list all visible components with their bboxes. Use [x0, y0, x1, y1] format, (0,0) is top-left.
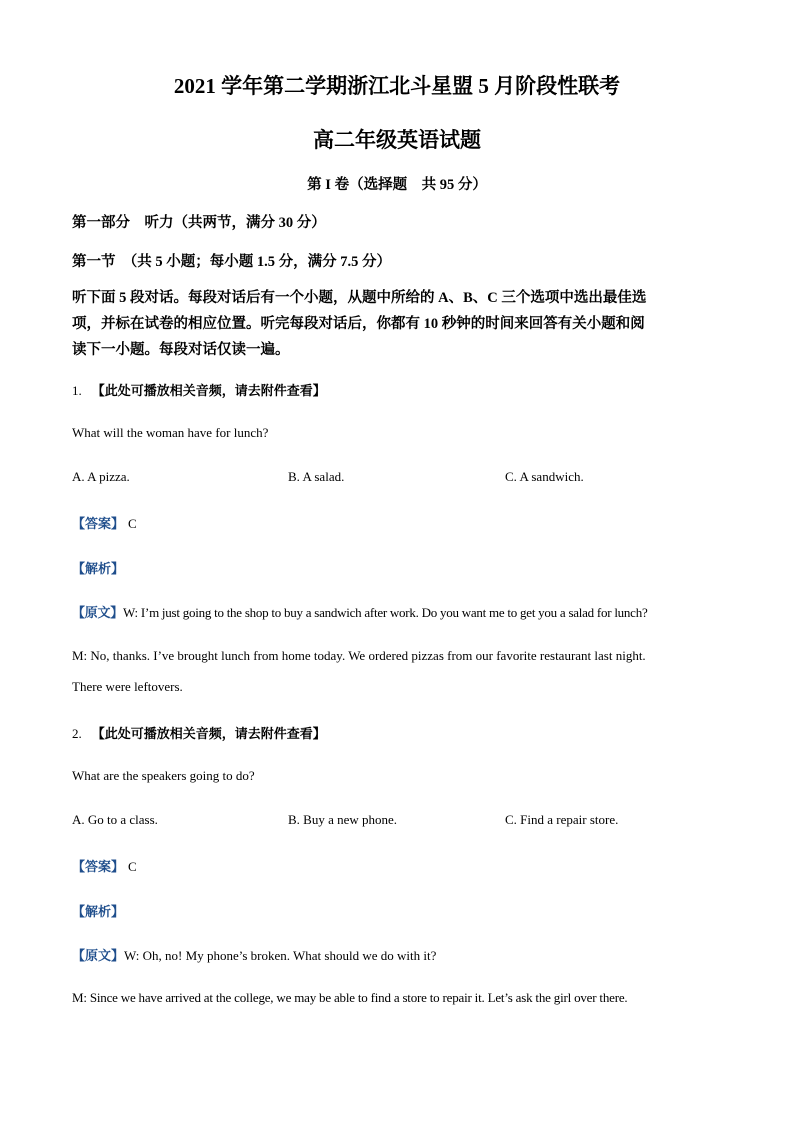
answer-tag: 【答案】 [72, 516, 125, 531]
answer-2 [72, 856, 137, 875]
original-tag: 【原文】 [72, 605, 124, 620]
instruction-line: 项，并标在试卷的相应位置。听完每段对话后，你都有 10 秒钟的时间来回答有关小题和阅 [72, 316, 645, 332]
analysis-tag: 【解析】 [72, 904, 125, 919]
question-1-audio[interactable] [72, 380, 326, 399]
instruction-line: 听下面 5 段对话。每段对话后有一个小题，从题中所给的 A、B、C 三个选项中选出最佳选 [72, 290, 647, 306]
audio-link[interactable]: 【此处可播放相关音频，请去附件查看】 [91, 383, 326, 398]
option-a: A. Go to a class. [72, 812, 158, 827]
sub-section-heading: 第一节 （共 5 小题；每小题 1.5 分，满分 7.5 分） [72, 254, 391, 270]
instruction-line: 读下一小题。每段对话仅读一遍。 [72, 342, 290, 358]
question-2-audio[interactable] [72, 723, 326, 742]
original-1-line-1 [72, 602, 647, 621]
option-c: C. Find a repair store. [505, 812, 619, 827]
option-b: B. Buy a new phone. [288, 812, 398, 827]
original-text: W: I’m just going to the shop to buy a sandwich after work. Do you want me to get you a salad for lunch? [123, 605, 648, 620]
analysis-1 [72, 558, 124, 577]
option-b: B. A salad. [288, 469, 345, 484]
original-2-line-1 [72, 945, 436, 964]
original-text: W: Oh, no! My phone’s broken. What should we do with it? [124, 948, 437, 963]
answer-value: C [128, 859, 137, 874]
instructions [72, 285, 722, 363]
original-2-line-2: M: Since we have arrived at the college, we may be able to find a store to repair it. Let’s ask the girl over there. [72, 990, 628, 1005]
original-tag: 【原文】 [72, 948, 125, 963]
audio-link[interactable]: 【此处可播放相关音频，请去附件查看】 [91, 726, 326, 741]
answer-value: C [128, 516, 137, 531]
exam-subtitle: 高二年级英语试题 [313, 128, 481, 152]
option-c: C. A sandwich. [505, 469, 584, 484]
answer-1 [72, 513, 137, 532]
section-heading: 第 I 卷（选择题 共 95 分） [307, 177, 487, 193]
question-number: 1. [72, 383, 82, 398]
question-1-text: What will the woman have for lunch? [72, 425, 269, 440]
option-a: A. A pizza. [72, 469, 130, 484]
question-2-text: What are the speakers going to do? [72, 768, 255, 783]
exam-title: 2021 学年第二学期浙江北斗星盟 5 月阶段性联考 [173, 74, 621, 98]
analysis-2 [72, 901, 124, 920]
original-1-line-2: M: No, thanks. I’ve brought lunch from home today. We ordered pizzas from our favorite restaurant last night. [72, 648, 646, 663]
part-heading: 第一部分 听力（共两节，满分 30 分） [72, 215, 326, 231]
analysis-tag: 【解析】 [72, 561, 125, 576]
original-1-line-3: There were leftovers. [72, 679, 183, 694]
answer-tag: 【答案】 [72, 859, 125, 874]
question-number: 2. [72, 726, 82, 741]
